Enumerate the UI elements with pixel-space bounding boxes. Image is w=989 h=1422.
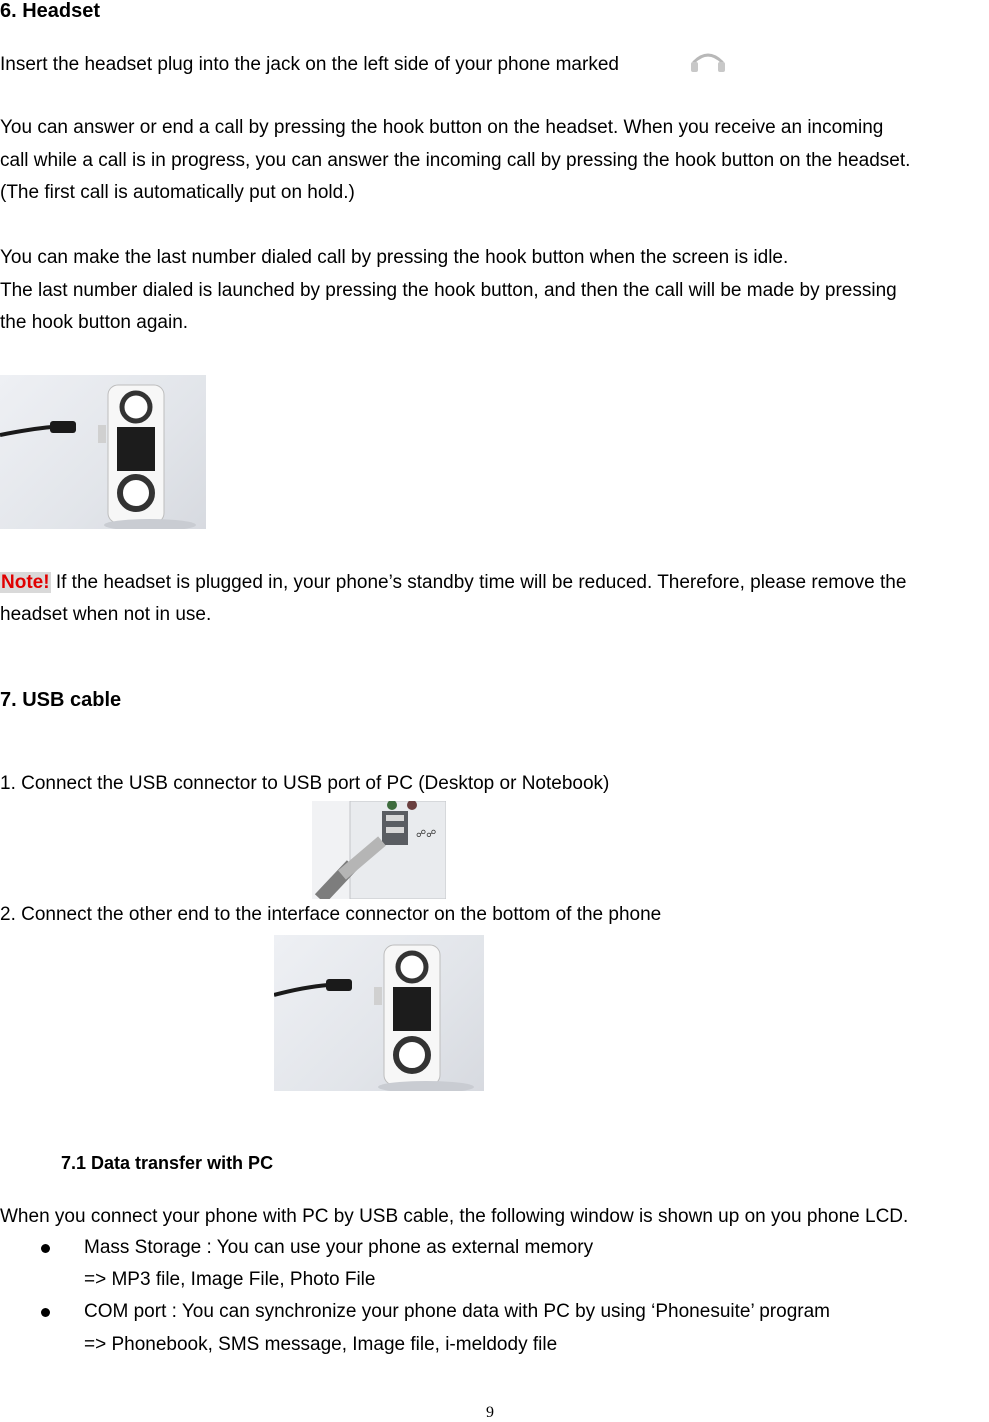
mass-storage-item: Mass Storage : You can use your phone as external memory: [84, 1237, 594, 1258]
usb-step-2: 2. Connect the other end to the interface connector on the bottom of the phone: [0, 904, 662, 925]
note-label: Note!: [1, 572, 50, 593]
redial-line-1: You can make the last number dialed call by pressing the hook button when the screen is idle.: [0, 247, 789, 268]
answer-call-line-2: call while a call is in progress, you can answer the incoming call by pressing the hook button on the headset.: [0, 150, 911, 171]
bullet-dot: [41, 1244, 50, 1253]
note-line-1: [0, 573, 906, 593]
section-7-title: 7. USB cable: [0, 689, 122, 711]
mass-storage-detail: => MP3 file, Image File, Photo File: [84, 1269, 376, 1290]
page-number: 9: [486, 1404, 494, 1421]
note-text: If the headset is plugged in, your phone’s standby time will be reduced. Therefore, please remove the: [50, 572, 907, 593]
headset-phone-photo: [0, 375, 206, 529]
bullet-dot: [41, 1308, 50, 1317]
answer-call-line-3: (The first call is automatically put on hold.): [0, 182, 355, 203]
svg-text:☍☍: ☍☍: [416, 829, 437, 840]
subsection-7-1-title: 7.1 Data transfer with PC: [61, 1153, 274, 1173]
redial-line-2: The last number dialed is launched by pressing the hook button, and then the call will be made by pressing: [0, 280, 897, 301]
answer-call-line-1: You can answer or end a call by pressing the hook button on the headset. When you receive an incoming: [0, 117, 884, 138]
usb-pc-port-photo: [312, 801, 446, 899]
note-line-2: headset when not in use.: [0, 604, 212, 625]
headset-icon: [688, 48, 728, 74]
com-port-detail: => Phonebook, SMS message, Image file, i-meldody file: [84, 1334, 558, 1355]
redial-line-3: the hook button again.: [0, 312, 189, 333]
data-transfer-intro: When you connect your phone with PC by USB cable, the following window is shown up on you phone LCD.: [0, 1206, 909, 1227]
com-port-item: COM port : You can synchronize your phone data with PC by using ‘Phonesuite’ program: [84, 1301, 830, 1322]
usb-step-1: 1. Connect the USB connector to USB port of PC (Desktop or Notebook): [0, 773, 610, 794]
usb-phone-photo: [274, 935, 484, 1091]
section-6-title: 6. Headset: [0, 0, 101, 22]
headset-instruction: Insert the headset plug into the jack on the left side of your phone marked: [0, 54, 619, 75]
